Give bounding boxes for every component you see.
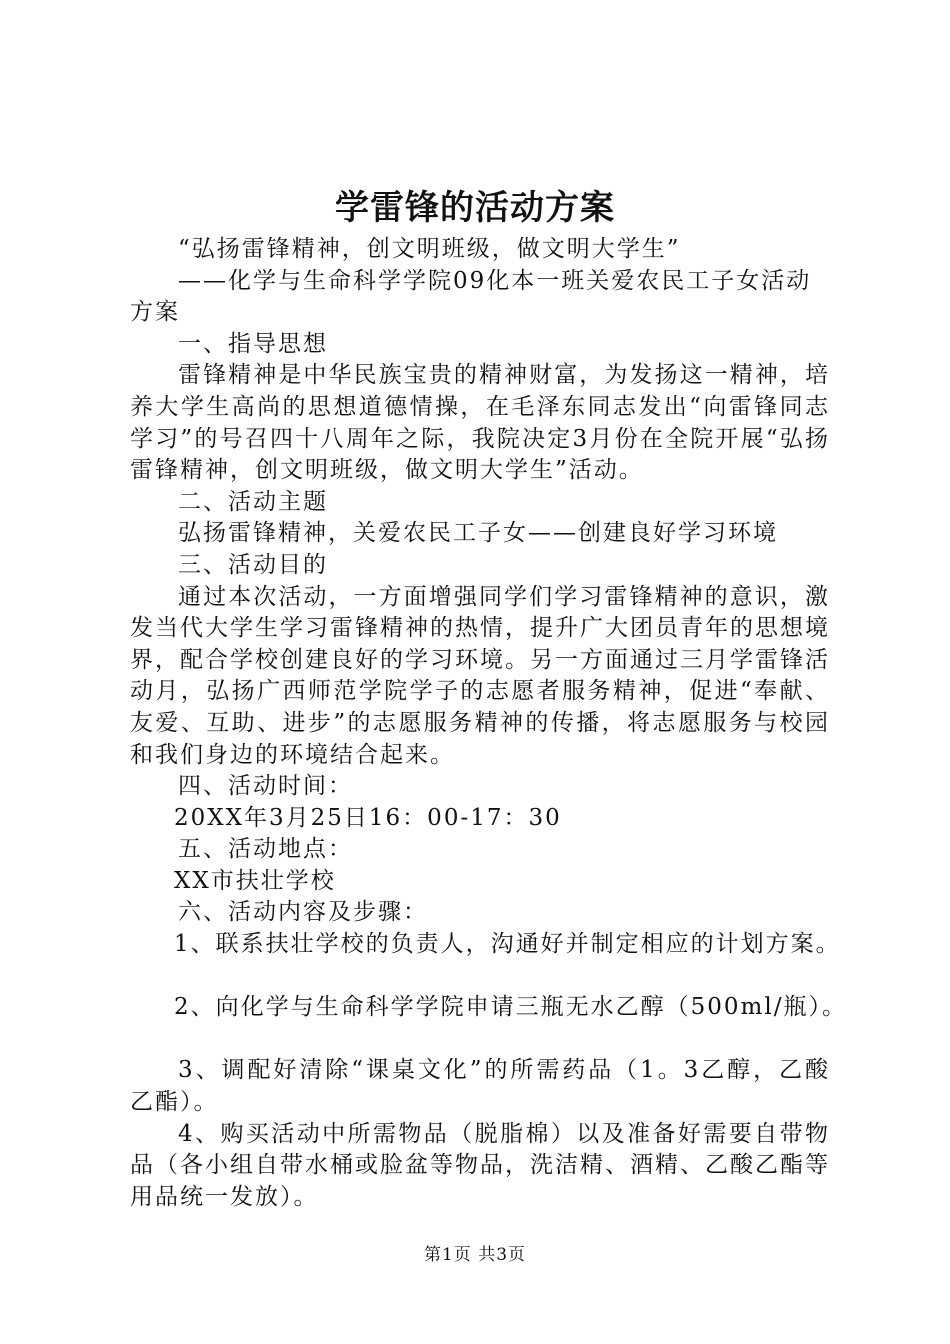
subtitle-line-1: ——化学与生命科学学院09化本一班关爱农民工子女活动 bbox=[178, 267, 812, 294]
section-heading-theme: 二、活动主题 bbox=[178, 488, 328, 515]
paragraph-location: XX市扶壮学校 bbox=[174, 867, 336, 894]
document-body bbox=[130, 234, 847, 1213]
section-heading-steps: 六、活动内容及步骤： bbox=[178, 899, 428, 926]
section-heading-location: 五、活动地点： bbox=[178, 836, 353, 863]
step-3: 3、调配好清除“课桌文化”的所需药品（1。3乙醇，乙酸乙酯）。 bbox=[130, 1057, 830, 1116]
paragraph-theme: 弘扬雷锋精神，关爱农民工子女——创建良好学习环境 bbox=[178, 520, 778, 547]
section-heading-purpose: 三、活动目的 bbox=[178, 551, 328, 578]
step-1: 1、联系扶壮学校的负责人，沟通好并制定相应的计划方案。 bbox=[174, 931, 841, 958]
section-heading-guiding-thought: 一、指导思想 bbox=[178, 330, 328, 357]
subtitle-line-2: 方案 bbox=[130, 299, 180, 326]
step-4: 4、购买活动中所需物品（脱脂棉）以及准备好需要自带物品（各小组自带水桶或脸盆等物品，洗洁精、酒精、乙酸乙酯等用品统一发放）。 bbox=[130, 1120, 830, 1210]
blank-line bbox=[130, 1024, 830, 1056]
paragraph-purpose: 通过本次活动，一方面增强同学们学习雷锋精神的意识，激发当代大学生学习雷锋精神的热情，提升广大团员青年的思想境界，配合学校创建良好的学习环境。另一方面通过三月学雷锋活动月，弘扬广西师范学院学子的志愿者服务精神，促进“奉献、友爱、互助、进步”的志愿服务精神的传播，将志愿服务与校园和我们身边的环境结合起来。 bbox=[130, 583, 830, 768]
paragraph-guiding-thought: 雷锋精神是中华民族宝贵的精神财富，为发扬这一精神，培养大学生高尚的思想道德情操，在毛泽东同志发出“向雷锋同志学习”的号召四十八周年之际，我院决定3月份在全院开展“弘扬雷锋精神，创文明班级，做文明大学生”活动。 bbox=[130, 362, 830, 484]
paragraph-time: 20XX年3月25日16：00-17：30 bbox=[174, 804, 562, 831]
page-number-footer: 第1页 共3页 bbox=[423, 1245, 527, 1265]
document-title: 学雷锋的活动方案 bbox=[335, 188, 615, 228]
blank-line bbox=[130, 961, 830, 993]
slogan: “弘扬雷锋精神，创文明班级，做文明大学生” bbox=[178, 236, 681, 262]
section-heading-time: 四、活动时间： bbox=[178, 773, 353, 800]
step-2: 2、向化学与生命科学学院申请三瓶无水乙醇（500ml/瓶）。 bbox=[174, 994, 847, 1021]
